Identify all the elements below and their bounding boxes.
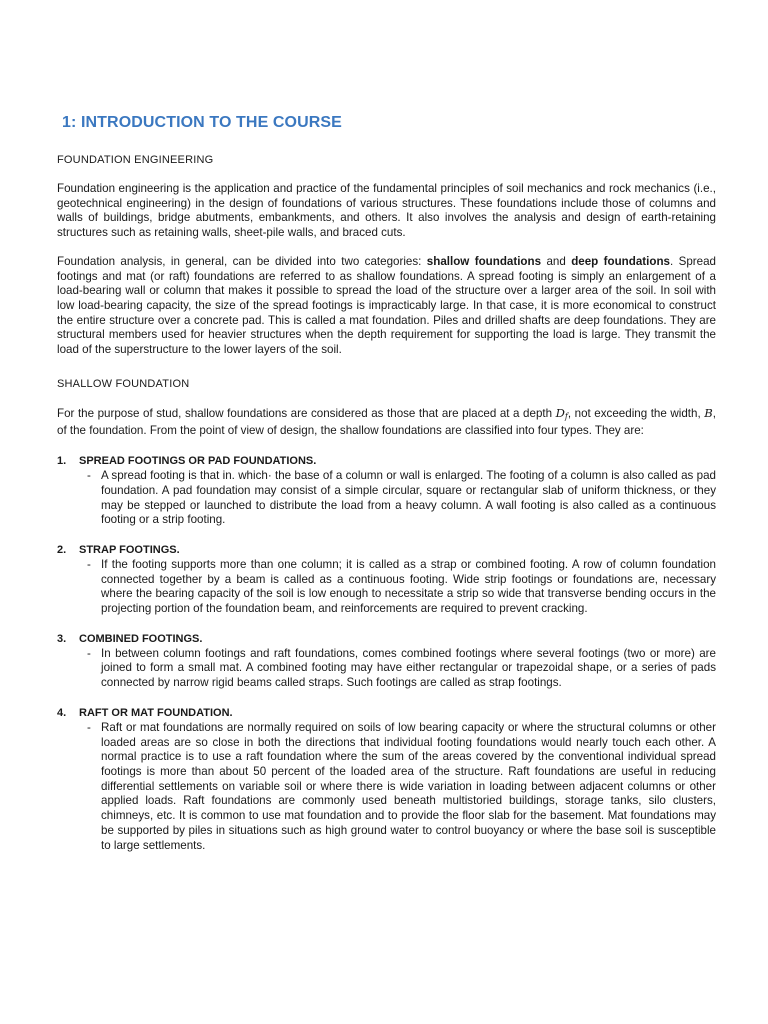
list-item-text: A spread footing is that in. which· the base of a column or wall is enlarged. The footing of a column is also called as pad foundation. A pad foundation may consist of a simple circular, square or rectangular slab of uniform thickness, or they may be stepped or launched to distribute the load from a heavy column. A wall footing is also called as a continuous footing or a strip footing. <box>101 469 716 527</box>
list-item-text: If the footing supports more than one column; it is called as a strap or combined footing. A row of column foundation connected together by a beam is called as a continuous footing. Wide strip footings or foundations are, necessary where the bearing capacity of the soil is low enough to necessitate a strip so wide that transverse bending occurs in the projecting portion of the foundation beam, and reinforcements are required to prevent cracking. <box>101 557 716 616</box>
section-heading-shallow-foundation: SHALLOW FOUNDATION <box>57 377 190 390</box>
bold-term-shallow: shallow foundations <box>426 254 542 268</box>
list-item-text: In between column footings and raft foundations, comes combined footings where several footings (two or more) are joined to form a small mat. A combined footing may have either rectangular or trapezoidal shape, or a series of pads connected by narrow rigid beams called straps. Such footings are called as strap footings. <box>101 646 716 690</box>
list-item-number: 1. <box>57 455 67 468</box>
list-item-title: SPREAD FOOTINGS OR PAD FOUNDATIONS. <box>79 455 317 468</box>
paragraph-foundation-engineering-1: Foundation engineering is the application and practice of the fundamental principles of soil mechanics and rock mechanics (i.e., geotechnical engineering) in the design of foundations of various structures. These foundations include those of columns and walls of buildings, bridge abutments, embankments, and others. It also involves the analysis and design of earth-retaining structures such as retaining walls, sheet-pile walls, and braced cuts. <box>57 182 716 240</box>
depth-symbol-subscript: f <box>564 411 568 421</box>
list-item-text: Raft or mat foundations are normally required on soils of low bearing capacity or where the structural columns or other loaded areas are so close in both the directions that individual footing foundations would nearly touch each other. A normal practice is to use a raft foundation where the sum of the areas covered by the conventional individual spread footings is more than about 50 percent of the loaded area of the structure. Raft foundations are useful in reducing differential settlements on variable soil or where there is wide variation in loading between adjacent columns or other applied loads. Raft foundations are commonly used beneath multistoried buildings, storage tanks, silo clusters, chimneys, etc. It is common to use mat foundation and to provide the floor slab for the basement. Mat foundations may be supported by piles in situations such as high ground water to control buoyancy or where the base soil is susceptible to large settlements. <box>101 720 716 852</box>
bold-term-deep: deep foundations <box>571 254 670 268</box>
list-item-title: RAFT OR MAT FOUNDATION. <box>79 706 233 719</box>
list-item <box>57 454 716 528</box>
page-title: 1: INTRODUCTION TO THE COURSE <box>62 114 342 131</box>
paragraph-text: . Spread footings and mat (or raft) foundations are referred to as shallow foundations. A spread footing is simply an enlargement of a load-bearing wall or column that makes it possible to spread the load of the structure over a larger area of the soil. In soil with low load-bearing capacity, the size of the spread footings is impracticably large. In that case, it is more economical to construct the entire structure over a concrete pad. This is called a mat foundation. Piles and drilled shafts are deep foundations. They are structural members used for heavier structures when the depth requirement for supporting the load is large. They transmit the load of the superstructure to the lower layers of the soil. <box>57 254 716 357</box>
list-item-heading <box>57 706 716 721</box>
dash-bullet: - <box>87 469 91 483</box>
indent-spacer <box>57 721 79 853</box>
foundation-types-list <box>57 454 716 853</box>
dash-bullet: - <box>87 557 91 571</box>
section-heading-foundation-engineering: FOUNDATION ENGINEERING <box>57 154 214 166</box>
list-item <box>57 632 716 691</box>
list-item-body <box>57 721 716 853</box>
list-item <box>57 706 716 853</box>
dash-bullet: - <box>87 720 91 734</box>
list-item <box>57 543 716 617</box>
width-symbol: B <box>704 405 713 420</box>
paragraph-text: Foundation analysis, in general, can be divided into two categories: <box>57 254 427 268</box>
list-item-heading <box>57 543 716 558</box>
indent-spacer <box>57 469 79 528</box>
depth-symbol <box>556 406 568 420</box>
document-page <box>57 112 716 853</box>
list-item-number: 2. <box>57 543 67 556</box>
list-item-body <box>57 469 716 528</box>
paragraph-shallow-foundation-intro <box>57 406 716 439</box>
list-item-number: 4. <box>57 706 67 719</box>
indent-spacer <box>57 647 79 691</box>
list-item-heading <box>57 454 716 469</box>
paragraph-text: and <box>541 254 572 268</box>
list-item-body <box>57 647 716 691</box>
paragraph-text: For the purpose of stud, shallow foundations are considered as those that are placed at a depth <box>57 406 556 420</box>
list-item-body <box>57 558 716 617</box>
indent-spacer <box>57 558 79 617</box>
paragraph-foundation-engineering-2 <box>57 255 716 358</box>
depth-symbol-letter: D <box>555 405 565 420</box>
list-item-number: 3. <box>57 632 67 645</box>
list-item-title: STRAP FOOTINGS. <box>79 543 180 556</box>
paragraph-text: , of the foundation. From the point of view of design, the shallow foundations are classified into four types. They are: <box>57 406 716 438</box>
paragraph-text: , not exceeding the width, <box>567 406 705 420</box>
list-item-heading <box>57 632 716 647</box>
dash-bullet: - <box>87 646 91 660</box>
list-item-title: COMBINED FOOTINGS. <box>79 632 203 645</box>
